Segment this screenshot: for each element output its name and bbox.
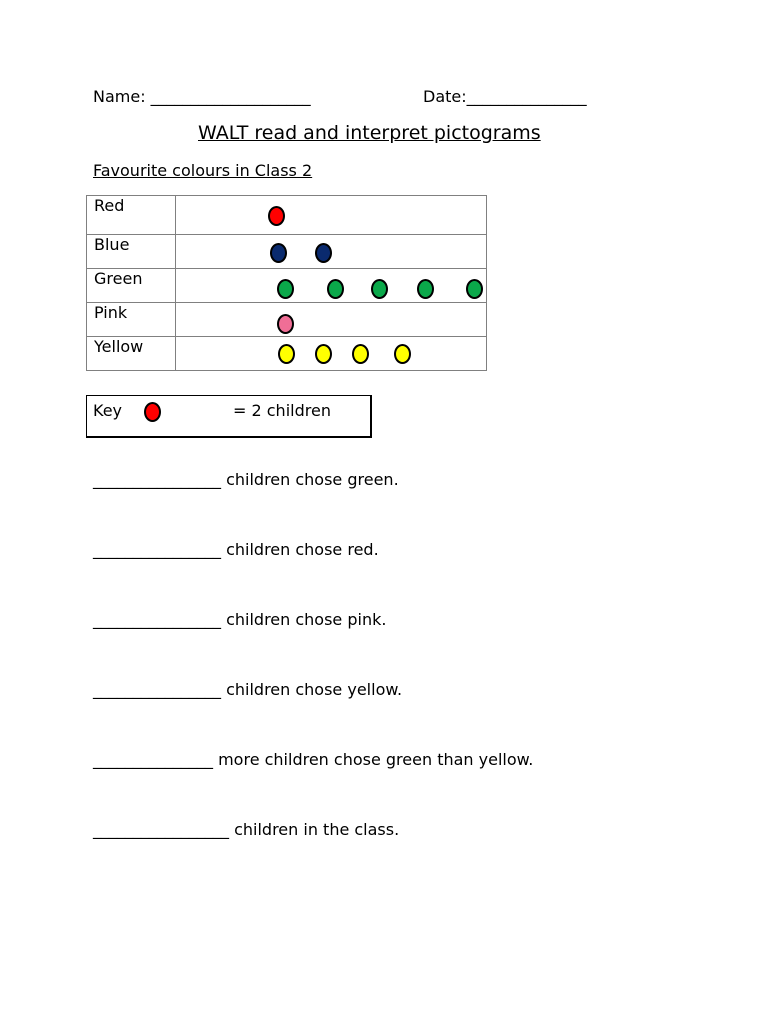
red-symbol xyxy=(268,206,285,226)
green-symbol xyxy=(417,279,434,299)
question-yellow: ________________ children chose yellow. xyxy=(93,680,403,699)
green-symbol xyxy=(371,279,388,299)
row-label-pink: Pink xyxy=(94,303,128,322)
key-symbol xyxy=(144,402,161,422)
yellow-symbol xyxy=(278,344,295,364)
pictogram-row-green xyxy=(87,269,487,303)
green-symbol xyxy=(466,279,483,299)
row-label-blue: Blue xyxy=(94,235,130,254)
row-marks-yellow xyxy=(176,337,487,371)
row-marks-green xyxy=(176,269,487,303)
green-symbol xyxy=(277,279,294,299)
row-marks-blue xyxy=(176,235,487,269)
date-field-label: Date:_______________ xyxy=(423,87,587,106)
pink-symbol xyxy=(277,314,294,334)
row-label-yellow: Yellow xyxy=(94,337,144,356)
row-marks-pink xyxy=(176,303,487,337)
yellow-symbol xyxy=(394,344,411,364)
key-box xyxy=(86,395,372,438)
pictogram-row-red xyxy=(87,196,487,235)
question-class-total: _________________ children in the class. xyxy=(93,820,400,839)
pictogram-heading: Favourite colours in Class 2 xyxy=(93,161,313,180)
question-red: ________________ children chose red. xyxy=(93,540,379,559)
row-label-cell xyxy=(87,269,176,303)
question-pink: ________________ children chose pink. xyxy=(93,610,387,629)
pictogram-table xyxy=(86,195,487,371)
row-label-red: Red xyxy=(94,196,125,215)
green-symbol xyxy=(327,279,344,299)
row-label-cell xyxy=(87,235,176,269)
question-green: ________________ children chose green. xyxy=(93,470,399,489)
pictogram-row-yellow xyxy=(87,337,487,371)
row-marks-red xyxy=(176,196,487,235)
row-label-green: Green xyxy=(94,269,143,288)
yellow-symbol xyxy=(352,344,369,364)
key-label: Key xyxy=(93,401,123,420)
pictogram-row-blue xyxy=(87,235,487,269)
page-title: WALT read and interpret pictograms xyxy=(198,122,541,144)
row-label-cell xyxy=(87,196,176,235)
pictogram-row-pink xyxy=(87,303,487,337)
row-label-cell xyxy=(87,303,176,337)
name-field-label: Name: ____________________ xyxy=(93,87,311,106)
key-value: = 2 children xyxy=(233,401,331,420)
row-label-cell xyxy=(87,337,176,371)
yellow-symbol xyxy=(315,344,332,364)
blue-symbol xyxy=(270,243,287,263)
question-green-vs-yellow: _______________ more children chose green than yellow. xyxy=(93,750,534,769)
blue-symbol xyxy=(315,243,332,263)
